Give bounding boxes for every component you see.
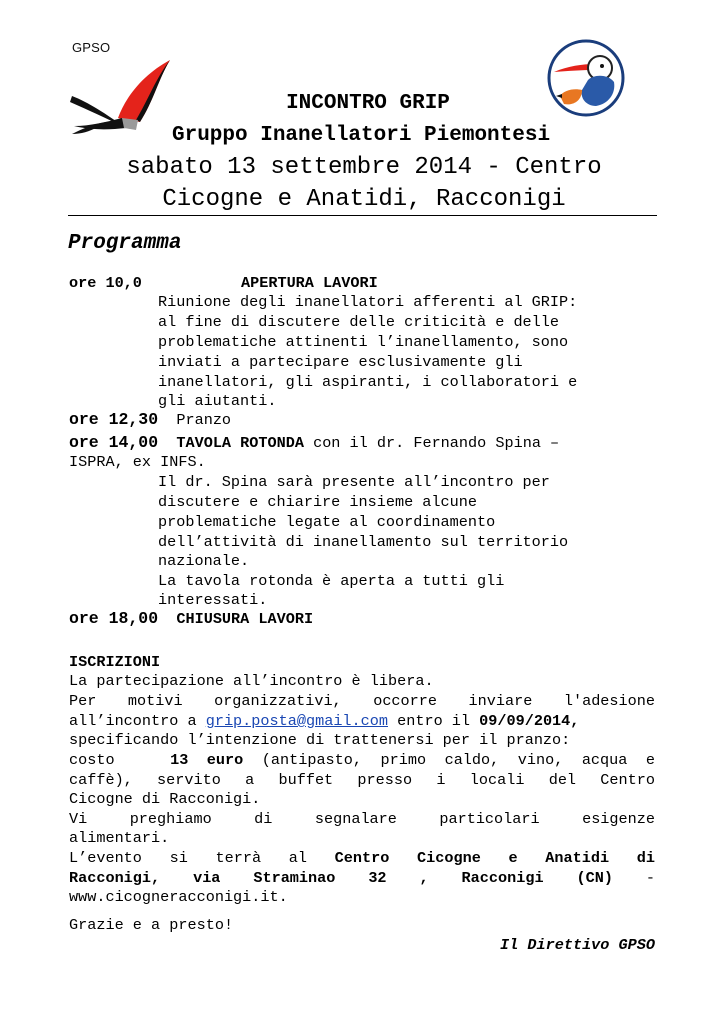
- title-incontro: INCONTRO GRIP: [286, 92, 450, 115]
- venue-address: Racconigi, via Straminao 32 , Racconigi (CN): [69, 869, 613, 887]
- text-segment: (antipasto, primo caldo, vino, acqua e: [243, 751, 655, 769]
- iscrizioni-line: caffè), servito a buffet presso i locali del Centro: [69, 771, 655, 789]
- time-tavola: ore 14,00: [69, 433, 159, 452]
- iscrizioni-price-line: [69, 751, 655, 770]
- pranzo-label: Pranzo: [176, 411, 232, 429]
- item-chiusura-row: [69, 609, 313, 629]
- tavola-guest: con il dr. Fernando Spina –: [303, 434, 560, 452]
- time-pranzo: ore 12,30: [69, 410, 159, 429]
- venue-name: Centro Cicogne e Anatidi di: [334, 849, 655, 867]
- price: 13 euro: [170, 751, 244, 769]
- iscrizioni-line: La partecipazione all’incontro è libera.: [69, 672, 434, 690]
- tavola-desc-line: nazionale.: [158, 552, 250, 570]
- item-tavola-row: [69, 433, 559, 453]
- text-segment: costo: [69, 751, 134, 769]
- apertura-label: APERTURA LAVORI: [241, 274, 378, 292]
- tavola-desc-line: dell’attività di inanellamento sul territorio: [158, 533, 569, 551]
- chiusura-label: CHIUSURA LAVORI: [176, 610, 314, 628]
- tavola-desc-line: discutere e chiarire insieme alcune: [158, 493, 477, 511]
- apertura-desc-line: al fine di discutere delle criticità e delle: [158, 313, 560, 331]
- programma-heading: Programma: [68, 232, 182, 255]
- greeting: Grazie e a presto!: [69, 916, 234, 934]
- text-segment: entro il: [388, 712, 480, 730]
- tavola-label: TAVOLA ROTONDA: [176, 434, 304, 452]
- iscrizioni-email-line: [69, 712, 579, 731]
- signature: Il Direttivo GPSO: [500, 936, 655, 954]
- website-link[interactable]: www.cicogneracconigi.it.: [69, 888, 288, 906]
- title-apertura: [241, 274, 378, 293]
- apertura-desc-line: inanellatori, gli aspiranti, i collaboratori e: [158, 373, 578, 391]
- title-divider: [68, 215, 657, 216]
- title-gruppo: Gruppo Inanellatori Piemontesi: [172, 124, 551, 147]
- iscrizioni-line: Cicogne di Racconigi.: [69, 790, 261, 808]
- text-segment: all’incontro a: [69, 712, 206, 730]
- iscrizioni-venue-line: [69, 849, 655, 868]
- subtitle-date: sabato 13 settembre 2014 - Centro: [126, 154, 602, 181]
- subtitle-place: Cicogne e Anatidi, Racconigi: [162, 186, 566, 213]
- time-chiusura: ore 18,00: [69, 609, 159, 628]
- tavola-desc-line: interessati.: [158, 591, 268, 609]
- item-apertura-row: [69, 274, 142, 293]
- gpso-logo-text: GPSO: [72, 40, 111, 55]
- apertura-desc-line: problematiche attinenti l’inanellamento, sono: [158, 333, 569, 351]
- apertura-desc-line: Riunione degli inanellatori afferenti al GRIP:: [158, 293, 578, 311]
- iscrizioni-venue-line: [69, 869, 655, 888]
- deadline-date: 09/09/2014,: [479, 712, 580, 730]
- tavola-desc-line: La tavola rotonda è aperta a tutti gli: [158, 572, 505, 590]
- iscrizioni-heading: ISCRIZIONI: [69, 653, 161, 671]
- tavola-desc-line: problematiche legate al coordinamento: [158, 513, 496, 531]
- time-apertura: ore 10,0: [69, 274, 142, 292]
- tavola-desc-line: Il dr. Spina sarà presente all’incontro per: [158, 473, 550, 491]
- iscrizioni-line: Per motivi organizzativi, occorre inviare l'adesione: [69, 692, 655, 710]
- iscrizioni-line: Vi preghiamo di segnalare particolari esigenze: [69, 810, 655, 828]
- text-segment: L’evento si terrà al: [69, 849, 335, 867]
- email-link[interactable]: grip.posta@gmail.com: [205, 712, 388, 730]
- item-pranzo-row: [69, 410, 231, 430]
- apertura-desc-line: gli aiutanti.: [158, 392, 277, 410]
- text-segment: -: [612, 869, 656, 887]
- iscrizioni-line: specificando l’intenzione di trattenersi per il pranzo:: [69, 731, 571, 749]
- apertura-desc-line: inviati a partecipare esclusivamente gli: [158, 353, 523, 371]
- iscrizioni-line: alimentari.: [69, 829, 170, 847]
- tavola-affiliation: ISPRA, ex INFS.: [69, 453, 206, 471]
